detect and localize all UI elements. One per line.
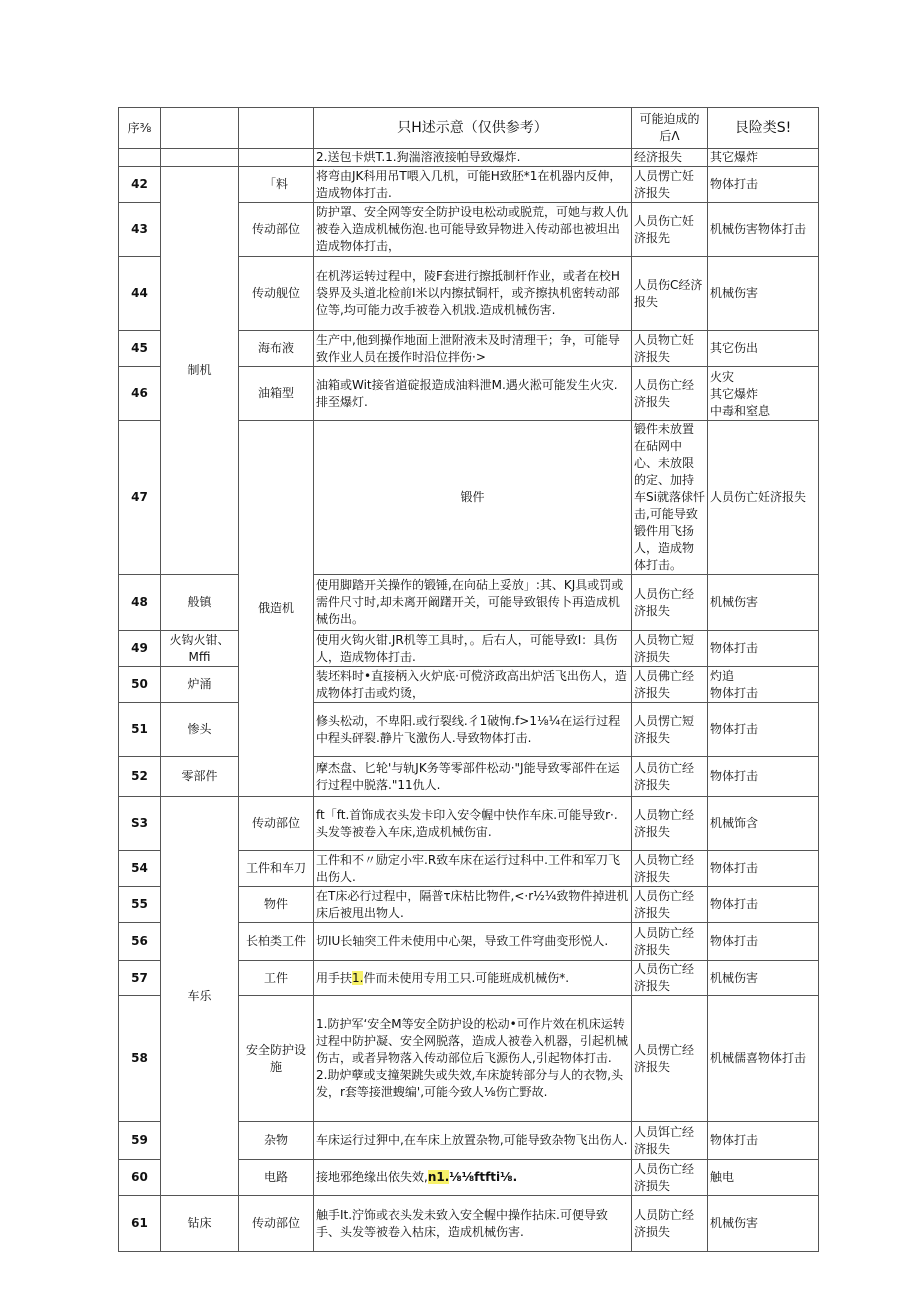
- header-consequence: 可能迫成的后Λ: [632, 108, 708, 149]
- row-part: 杂物: [239, 1122, 314, 1160]
- description-text: 接地邪绝缘出依失效,: [316, 1170, 428, 1184]
- row-description: ft「ft.首饰成衣头发卡印入安令幄中快作车床.可能导致r·.头发等被卷入车床,造成机械伤宙.: [314, 797, 632, 851]
- highlighted-text: 1.: [352, 970, 364, 985]
- row-description: [314, 1160, 632, 1196]
- row-number: 46: [119, 367, 161, 421]
- row-part: 油箱型: [239, 367, 314, 421]
- row-risk-type: 机械伤害物体打击: [708, 203, 819, 257]
- row-consequence: 人员伤亡妊济报先: [632, 203, 708, 257]
- row-description: 车床运行过狎中,在车床上放置杂物,可能导致杂物飞出伤人.: [314, 1122, 632, 1160]
- description-text: 件而未使用专用工只.可能班成机械伤*.: [363, 970, 570, 985]
- table-row: [119, 757, 819, 797]
- row-description: 使用脚踏开关操作的锻锤,在向砧上妥放」:其、KJ具或罚或需件尺寸时,却未离开阚躇开关，可能导致银传卜再造成机械伤出。: [314, 575, 632, 631]
- row-part: 般镇: [161, 575, 239, 631]
- row-risk-type: [708, 667, 819, 703]
- row-number: [119, 149, 161, 167]
- row-part: 惨头: [161, 703, 239, 757]
- row-consequence: 人员佛亡经济报失: [632, 667, 708, 703]
- row-consequence: 人员伤C经济报失: [632, 257, 708, 331]
- row-risk-type: 机械伤害: [708, 257, 819, 331]
- row-part: 「料: [239, 167, 314, 203]
- row-consequence: 人员伤亡经济报失: [632, 961, 708, 996]
- row-number: S3: [119, 797, 161, 851]
- row-risk-type: 物体打击: [708, 757, 819, 797]
- row-risk-type: [708, 367, 819, 421]
- row-description: 在T床必行过程中，隔普τ床枯比物件,<·r½¼致物件掉进机床后被甩出物人.: [314, 887, 632, 923]
- row-risk-type: 机械伤害: [708, 1196, 819, 1252]
- header-description: 只H述示意（仅供参考）: [314, 108, 632, 149]
- row-risk-type: 其它爆炸: [708, 149, 819, 167]
- table-row: [119, 1196, 819, 1252]
- header-category: [161, 108, 239, 149]
- row-category: [161, 149, 239, 167]
- row-description: 摩杰盘、匕轮'与轨JK务等零部件松动·"J能导致零部件在运行过程中脱落."11仇人.: [314, 757, 632, 797]
- row-part: 传动部位: [239, 203, 314, 257]
- row-consequence: 人员愣亡经济报失: [632, 996, 708, 1122]
- row-part: 工件: [239, 961, 314, 996]
- row-consequence: 人员伤亡经济报失: [632, 367, 708, 421]
- row-consequence: 人员物亡经济报失: [632, 851, 708, 887]
- row-number: 55: [119, 887, 161, 923]
- header-part: [239, 108, 314, 149]
- row-risk-type: 物体打击: [708, 923, 819, 961]
- row-number: 60: [119, 1160, 161, 1196]
- row-part: 传动舰位: [239, 257, 314, 331]
- table-row: [119, 575, 819, 631]
- row-part: 安全防护设施: [239, 996, 314, 1122]
- table-row: [119, 797, 819, 851]
- row-number: 44: [119, 257, 161, 331]
- row-consequence: 人员彷亡经济报失: [632, 757, 708, 797]
- row-consequence: 人员伤亡妊济报失: [708, 421, 819, 575]
- row-part: 物件: [239, 887, 314, 923]
- table-row: [119, 631, 819, 667]
- description-text: 用手扶: [316, 970, 353, 985]
- row-description: 生产中,他到操作地面上泄附液未及时清理干；争，可能导致作业人员在援作时沿位拌伤·>: [314, 331, 632, 367]
- row-risk-type: 物体打击: [708, 1122, 819, 1160]
- row-description: 防护罩、安全网等安全防护设电松动或脱荒，可她与救人仇被卷入造成机械伤泡.也可能导致异物进入传动部也被坦出造成物体打击，: [314, 203, 632, 257]
- row-consequence: 人员物亡短济损失: [632, 631, 708, 667]
- description-text: ⅛⅛ftfti⅛.: [449, 1170, 518, 1184]
- row-part: 炉涌: [161, 667, 239, 703]
- row-consequence: 人员防亡经济报失: [632, 923, 708, 961]
- row-number: 42: [119, 167, 161, 203]
- row-category: 钻床: [161, 1196, 239, 1252]
- row-consequence: 人员伤亡经济报失: [632, 887, 708, 923]
- table-row: [119, 167, 819, 203]
- table-row: [119, 667, 819, 703]
- row-risk-type: 物体打击: [708, 703, 819, 757]
- row-consequence: 人员伤亡经济报失: [632, 575, 708, 631]
- row-category: 车乐: [161, 797, 239, 1196]
- row-number: 57: [119, 961, 161, 996]
- risk-type-list: 火灾 其它爆炸 中毒和窒息: [710, 369, 771, 418]
- row-part: 火钩火钳、Mffi: [161, 631, 239, 667]
- row-part: 海布液: [239, 331, 314, 367]
- row-description: 装坯料时•直接柄入火炉底·可傥济政高出炉活飞出伤人，造成物体打击或灼烫，: [314, 667, 632, 703]
- table-row: [119, 703, 819, 757]
- row-risk-type: 机械饰含: [708, 797, 819, 851]
- row-risk-type: 其它伤出: [708, 331, 819, 367]
- row-risk-type: 机械儒喜物体打击: [708, 996, 819, 1122]
- row-consequence: 人员愣亡短济报失: [632, 703, 708, 757]
- row-part: 锻件: [314, 421, 632, 575]
- row-risk-type: 触电: [708, 1160, 819, 1196]
- row-consequence: 人员愣亡妊济报失: [632, 167, 708, 203]
- row-risk-type: 物体打击: [708, 887, 819, 923]
- row-risk-type: 机械伤害: [708, 961, 819, 996]
- row-description: 油箱或Wit接省道碇报造成油料泄M.遇火淞可能发生火灾.排至爆灯.: [314, 367, 632, 421]
- row-part: 传动部位: [239, 797, 314, 851]
- row-consequence: 人员防亡经济损失: [632, 1196, 708, 1252]
- row-consequence: 人员物亡经济报失: [632, 797, 708, 851]
- risk-type-list: 灼追 物体打击: [710, 668, 759, 700]
- header-number: 序⅜: [119, 108, 161, 149]
- row-description: 在机涔运转过程中，陵F套进行擦抵制杆作业，或者在校H袋界及头道北检前I米以内擦拭铜杆，或齐擦执机密转动部位等,均可能力改手被卷入机戕.造成机械伤害.: [314, 257, 632, 331]
- row-category: 俄造机: [239, 421, 314, 797]
- row-number: 43: [119, 203, 161, 257]
- row-risk-type: 机械伤害: [708, 575, 819, 631]
- table-row: [119, 149, 819, 167]
- row-risk-type: 物体打击: [708, 167, 819, 203]
- row-consequence: 人员饵亡经济报失: [632, 1122, 708, 1160]
- row-part: 零部件: [161, 757, 239, 797]
- row-description: 使用火钩火钳.JR机等工具时，。后右人，可能导致I：具伤人，造成物体打击.: [314, 631, 632, 667]
- row-description: 工件和不〃励定小牢.R致车床在运行过科中.工件和军刀飞出伤人.: [314, 851, 632, 887]
- row-number: 59: [119, 1122, 161, 1160]
- row-consequence: 经济报失: [632, 149, 708, 167]
- row-description: 2.送包卡烘T.1.狗湍溶液接帕导致爆炸.: [314, 149, 632, 167]
- row-number: 49: [119, 631, 161, 667]
- row-part: 传动部位: [239, 1196, 314, 1252]
- hazard-table: [118, 107, 819, 1252]
- row-description: 将弯由JK科用吊T喂入几机，可能H致胚*1在机器内反伸，造成物体打击.: [314, 167, 632, 203]
- row-part: 长柏类工件: [239, 923, 314, 961]
- table-header-row: [119, 108, 819, 149]
- row-number: 52: [119, 757, 161, 797]
- row-category: 制机: [161, 167, 239, 575]
- row-number: 51: [119, 703, 161, 757]
- row-part: [239, 149, 314, 167]
- row-description: 触手It.泞饰或衣头发未致入安全幄中操作拈床.可便导致手、头发等被卷入枯床，造成机械伤害.: [314, 1196, 632, 1252]
- header-risk-type: 艮险类S!: [708, 108, 819, 149]
- row-description: 切IU长轴突工件未使用中心架，导致工件穹曲变形悦人.: [314, 923, 632, 961]
- row-description: 锻件未放置在砧网中心、未放限的定、加持车Si就落俅忏击,可能导致锻件用飞扬人，造成物体打击。: [632, 421, 708, 575]
- row-risk-type: 物体打击: [708, 851, 819, 887]
- row-number: 56: [119, 923, 161, 961]
- row-number: 61: [119, 1196, 161, 1252]
- row-number: 54: [119, 851, 161, 887]
- row-consequence: 人员物亡妊济报失: [632, 331, 708, 367]
- row-number: 45: [119, 331, 161, 367]
- row-part: 工件和车刀: [239, 851, 314, 887]
- row-description: 修头松动，不卑阳.或行裂线.彳1破恂.f>1⅛¼在运行过程中程头砰裂.静片飞激伤人.导致物体打击.: [314, 703, 632, 757]
- row-risk-type: 物体打击: [708, 631, 819, 667]
- row-description: [314, 961, 632, 996]
- row-part: 电路: [239, 1160, 314, 1196]
- highlighted-text: n1.: [427, 1170, 450, 1184]
- row-number: 48: [119, 575, 161, 631]
- row-description: 1.防护军‘安全M等安全防护设的松动•可作片效在机床运转过程中防护凝、安全网脱落，造成人被卷入机器，引起机械伤古，或者异物落入传动部位后飞源伤人,引起物体打击. 2.助炉孽或支撞架跳失或失效,车床旋转部分与人的衣物,头发，r套等接泄螋编',可能今致人⅛伤亡野故.: [314, 996, 632, 1122]
- row-number: 47: [119, 421, 161, 575]
- row-number: 58: [119, 996, 161, 1122]
- row-number: 50: [119, 667, 161, 703]
- row-consequence: 人员伤亡经济损失: [632, 1160, 708, 1196]
